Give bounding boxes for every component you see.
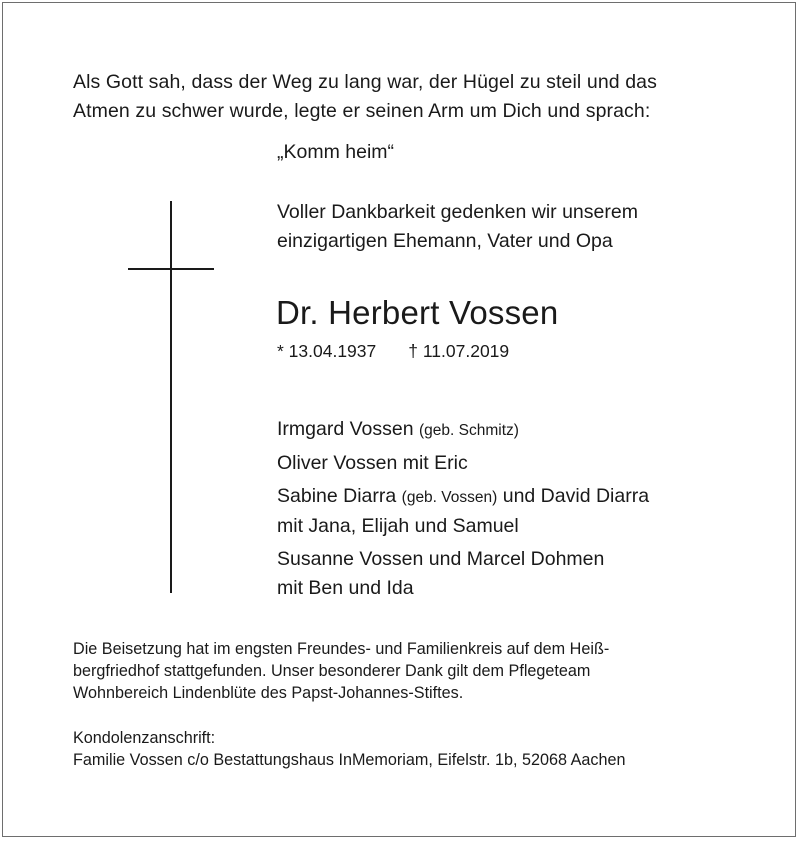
burial-note-line-1: Die Beisetzung hat im engsten Freundes- und Familienkreis auf dem Heiß- [73,640,610,658]
burial-note [73,638,609,704]
irmgard-maiden-name: (geb. Schmitz) [419,422,519,439]
intro-line-1: Als Gott sah, dass der Weg zu lang war, der Hügel zu steil und das [73,71,657,93]
family-entry-oliver: Oliver Vossen mit Eric [277,452,468,474]
family-entry-susanne [277,545,649,603]
susanne-line-2: mit Ben und Ida [277,577,414,599]
intro-line-2: Atmen zu schwer wurde, legte er seinen Arm um Dich und sprach: [73,100,651,122]
cross-icon-crossbar [128,268,214,270]
cross-icon [170,201,172,593]
deceased-name: Dr. Herbert Vossen [276,294,559,331]
birth-date: * 13.04.1937 [277,341,377,361]
sabine-children: mit Jana, Elijah und Samuel [277,515,519,537]
burial-note-line-2: bergfriedhof stattgefunden. Unser besonderer Dank gilt dem Pflegeteam [73,662,591,680]
condolence-address [73,727,625,771]
sabine-name: Sabine Diarra [277,485,397,507]
quote: „Komm heim“ [277,141,395,163]
family-list [277,415,649,607]
memory-line-1: Voller Dankbarkeit gedenken wir unserem [277,201,638,223]
memory-line-2: einzigartigen Ehemann, Vater und Opa [277,230,613,252]
sabine-maiden-name: (geb. Vossen) [401,489,498,506]
irmgard-name: Irmgard Vossen [277,418,414,440]
death-date: † 11.07.2019 [408,341,510,361]
susanne-line-1: Susanne Vossen und Marcel Dohmen [277,548,605,570]
condolence-label: Kondolenzanschrift: [73,729,216,747]
burial-note-line-3: Wohnbereich Lindenblüte des Papst-Johannes-Stiftes. [73,684,464,702]
intro-text [73,68,657,126]
memory-text [277,198,638,256]
life-dates [277,339,509,363]
sabine-partner: und David Diarra [502,485,650,507]
condolence-address-line: Familie Vossen c/o Bestattungshaus InMemoriam, Eifelstr. 1b, 52068 Aachen [73,751,626,769]
family-entry-irmgard [277,415,649,445]
family-entry-sabine [277,482,649,541]
